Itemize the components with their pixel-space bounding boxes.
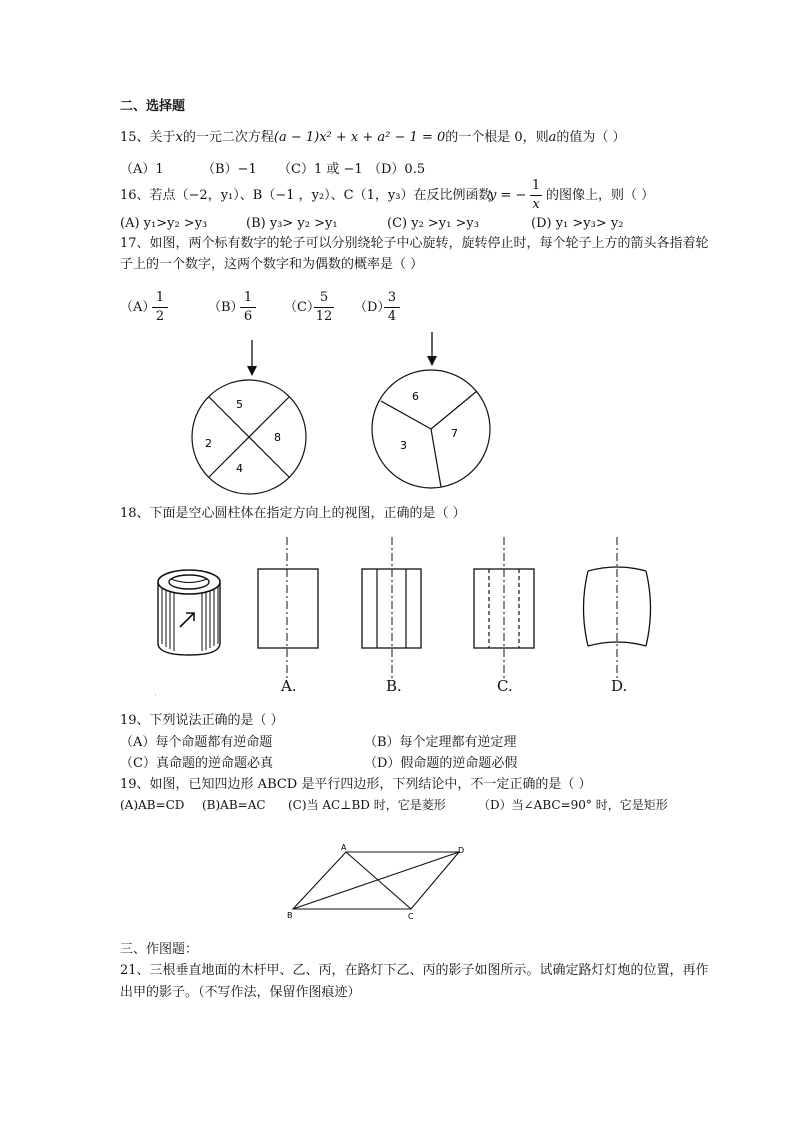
q17-line2: 子上的一个数字，这两个数字和为偶数的概率是（ ）: [120, 257, 424, 272]
q15-pre: 15、关于: [120, 130, 176, 145]
q17-d-num: 3: [387, 290, 397, 305]
q17-line1: 17、如图，两个标有数字的轮子可以分别绕轮子中心旋转，旋转停止时，每个轮子上方的箭头各指着轮: [120, 236, 709, 251]
q17-d-den: 4: [387, 309, 397, 324]
vertex-a: A: [341, 843, 347, 852]
q18-label-d: D.: [611, 677, 628, 695]
q19a-line: 19、下列说法正确的是（ ）: [120, 713, 284, 728]
q17-option-d-label: （D）: [354, 300, 391, 315]
q17-b-den: 6: [243, 309, 253, 324]
q19b-option-d: （D）当∠ABC=90° 时，它是矩形: [478, 798, 668, 812]
q16-option-c: (C) y₂ >y₁ >y₃: [387, 216, 479, 231]
q15-option-d: （D）0.5: [368, 162, 426, 177]
q17-c-num: 5: [319, 290, 329, 305]
q18-line: 18、下面是空心圆柱体在指定方向上的视图，正确的是（ ）: [120, 506, 466, 521]
section-heading-construction: 三、作图题：: [120, 942, 199, 957]
q19b-line: 19、如图，已知四边形 ABCD 是平行四边形，下列结论中，不一定正确的是（ ）: [120, 777, 592, 792]
q17-option-c-label: （C）: [284, 300, 320, 315]
q17-a-den: 2: [155, 309, 165, 324]
q21-line2: 出甲的影子。（不写作法，保留作图痕迹）: [120, 985, 361, 1000]
q16-option-d: (D) y₁ >y₃> y₂: [531, 216, 624, 231]
wheel1-number-4: 4: [236, 462, 243, 475]
q15-option-b: （B）−1: [202, 162, 257, 177]
q19a-option-c: （C）真命题的逆命题必真: [120, 756, 273, 771]
q19b-option-c: (C)当 AC⊥BD 时，它是菱形: [288, 798, 446, 812]
q18-label-a: A.: [281, 677, 297, 695]
wheel2-number-3: 3: [400, 439, 407, 452]
q16-func: y = −: [489, 188, 527, 203]
vertex-d: D: [458, 846, 465, 855]
q15-mid: 的一元二次方程: [182, 130, 274, 145]
q17-a-num: 1: [155, 290, 165, 305]
q18-label-c: C.: [497, 677, 513, 695]
wheel1-number-5: 5: [236, 398, 243, 411]
section-heading-choice: 二、选择题: [120, 99, 186, 114]
vertex-b: B: [287, 911, 293, 920]
q16-frac-num: 1: [531, 178, 541, 193]
q15-end: 的值为（ ）: [556, 130, 626, 145]
q15-option-c: （C）1 或 −1: [278, 162, 363, 177]
wheel1-number-8: 8: [274, 431, 281, 444]
q15-option-a: （A）1: [120, 162, 164, 177]
q19b-option-b: (B)AB=AC: [202, 798, 266, 812]
q21-line1: 21、三根垂直地面的木杆甲、乙、丙，在路灯下乙、丙的影子如图所示。试确定路灯灯炮的位置，再作: [120, 963, 709, 978]
q16-option-a: (A) y₁>y₂ >y₃: [120, 216, 208, 231]
wheel2-number-7: 7: [451, 427, 458, 440]
vertex-c: C: [408, 912, 414, 921]
q17-option-b-label: （B）: [208, 300, 244, 315]
q19a-option-d: （D）假命题的逆命题必假: [364, 756, 518, 771]
q15-equation: (a − 1)x² + x + a² − 1 = 0: [273, 130, 446, 145]
q18-label-b: B.: [386, 677, 402, 695]
q17-b-num: 1: [243, 290, 253, 305]
wheel2-number-6: 6: [412, 390, 419, 403]
q19a-option-a: （A）每个命题都有逆命题: [120, 735, 273, 750]
q17-c-den: 12: [315, 309, 333, 324]
wheel1-number-2: 2: [205, 437, 212, 450]
q16-frac-den: x: [532, 197, 540, 212]
q16-option-b: (B) y₃> y₂ >y₁: [246, 216, 338, 231]
q16-tail: 的图像上，则（ ）: [546, 188, 655, 203]
q16-line: 16、若点（−2，y₁）、B（−1 ，y₂）、C（1，y₃）在反比例函数: [120, 188, 492, 203]
diagonal-ac: [346, 852, 411, 909]
q15-var-x: x: [175, 130, 183, 145]
q15-post: 的一个根是 0，则: [445, 130, 549, 145]
q19a-option-b: （B）每个定理都有逆定理: [364, 735, 517, 750]
q17-option-a-label: （A）: [120, 300, 156, 315]
q19b-option-a: (A)AB=CD: [120, 798, 185, 812]
q15-var-a: a: [548, 130, 557, 145]
diagonal-bd: [293, 852, 459, 909]
